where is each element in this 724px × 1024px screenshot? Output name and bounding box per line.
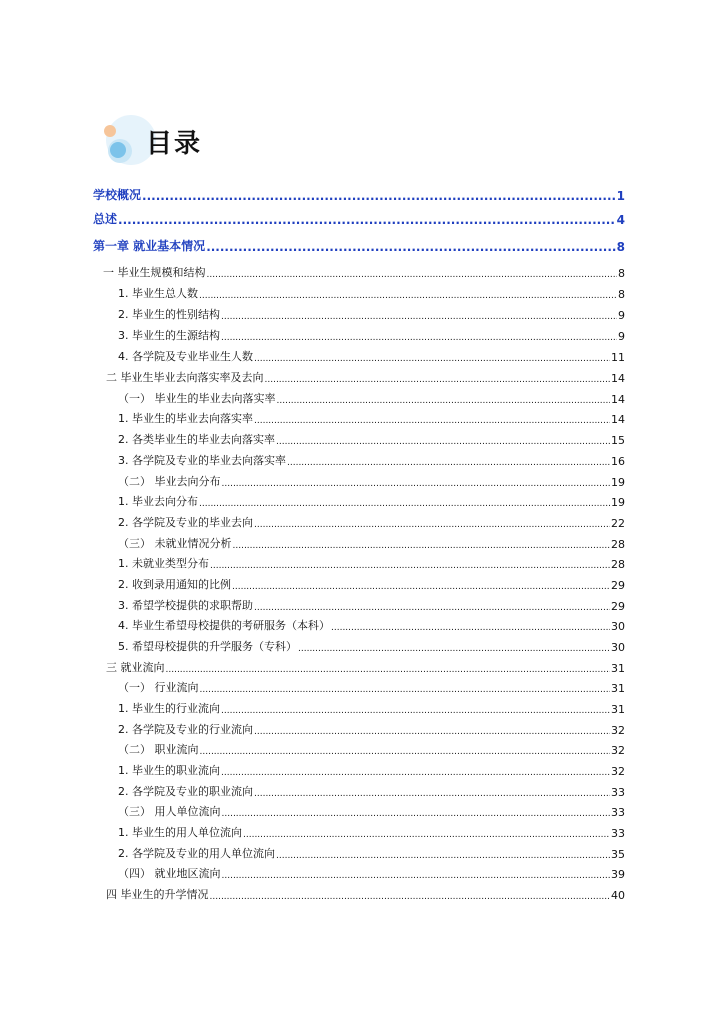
toc-entry[interactable] <box>118 410 625 426</box>
toc-leader-dots <box>276 851 610 861</box>
toc-entry[interactable] <box>118 679 625 695</box>
toc-leader-dots <box>254 727 610 737</box>
toc-entry[interactable] <box>118 617 625 633</box>
toc-entry[interactable] <box>118 576 625 592</box>
toc-entry[interactable] <box>118 555 625 571</box>
toc-entry-label: 总述 <box>93 212 118 226</box>
toc-entry-page-number: 29 <box>611 600 625 613</box>
toc-entry[interactable] <box>118 638 625 654</box>
toc-leader-dots <box>206 240 615 254</box>
toc-entry[interactable] <box>118 783 625 799</box>
toc-leader-dots <box>210 561 610 571</box>
toc-entry[interactable] <box>118 452 625 468</box>
toc-entry-page-number: 31 <box>611 703 625 716</box>
toc-entry-label: 第一章 就业基本情况 <box>93 239 206 253</box>
toc-entry[interactable] <box>106 886 625 902</box>
toc-entry[interactable] <box>118 824 625 840</box>
toc-entry[interactable] <box>118 348 625 364</box>
page-title: 目录 <box>146 129 203 159</box>
toc-entry-label: 四 毕业生的升学情况 <box>106 888 209 901</box>
toc-entry-page-number: 14 <box>611 413 625 426</box>
toc-entry-label: （四） 就业地区流向 <box>118 867 221 880</box>
toc-leader-dots <box>118 213 616 227</box>
toc-entry-label: （二） 毕业去向分布 <box>118 475 221 488</box>
toc-entry-page-number: 8 <box>618 267 625 280</box>
toc-entry-page-number: 30 <box>611 641 625 654</box>
toc-entry-label: 三 就业流向 <box>106 661 165 674</box>
toc-leader-dots <box>222 809 611 819</box>
toc-entry-label: 2. 各学院及专业的职业流向 <box>118 785 253 798</box>
toc-entry[interactable] <box>93 237 625 254</box>
toc-entry-label: 2. 毕业生的性别结构 <box>118 308 220 321</box>
toc-entry[interactable] <box>103 264 625 280</box>
toc-entry-label: 1. 毕业去向分布 <box>118 495 198 508</box>
toc-entry-label: 1. 未就业类型分布 <box>118 557 209 570</box>
toc-leader-dots <box>254 354 610 364</box>
toc-leader-dots <box>233 541 611 551</box>
toc-entry-page-number: 30 <box>611 620 625 633</box>
toc-entry[interactable] <box>118 741 625 757</box>
toc-entry[interactable] <box>118 493 625 509</box>
toc-entry[interactable] <box>118 327 625 343</box>
toc-entry-label: 3. 希望学校提供的求职帮助 <box>118 599 253 612</box>
toc-entry[interactable] <box>93 186 625 203</box>
toc-entry[interactable] <box>118 762 625 778</box>
toc-entry-label: 1. 毕业生的职业流向 <box>118 764 220 777</box>
toc-entry[interactable] <box>118 845 625 861</box>
toc-entry-page-number: 33 <box>611 786 625 799</box>
toc-entry[interactable] <box>118 514 625 530</box>
toc-entry-page-number: 11 <box>611 351 625 364</box>
toc-entry-label: （三） 未就业情况分析 <box>118 537 232 550</box>
toc-entry-page-number: 32 <box>611 744 625 757</box>
toc-leader-dots <box>265 375 611 385</box>
toc-leader-dots <box>254 603 610 613</box>
toc-entry-label: 2. 各学院及专业的用人单位流向 <box>118 847 275 860</box>
toc-entry-page-number: 19 <box>611 496 625 509</box>
toc-entry-page-number: 8 <box>618 288 625 301</box>
toc-entry[interactable] <box>118 285 625 301</box>
toc-entry[interactable] <box>118 390 625 406</box>
toc-leader-dots <box>199 291 617 301</box>
toc-entry-label: 2. 各类毕业生的毕业去向落实率 <box>118 433 275 446</box>
toc-entry[interactable] <box>118 431 625 447</box>
toc-entry-page-number: 15 <box>611 434 625 447</box>
toc-entry-page-number: 16 <box>611 455 625 468</box>
toc-entry[interactable] <box>106 659 625 675</box>
toc-entry-page-number: 32 <box>611 724 625 737</box>
toc-entry-page-number: 33 <box>611 827 625 840</box>
toc-leader-dots <box>166 665 611 675</box>
toc-entry-page-number: 19 <box>611 476 625 489</box>
toc-leader-dots <box>222 479 611 489</box>
toc-entry-page-number: 4 <box>616 213 625 227</box>
toc-entry[interactable] <box>118 721 625 737</box>
toc-leader-dots <box>243 830 610 840</box>
toc-entry-label: 一 毕业生规模和结构 <box>103 266 206 279</box>
toc-entry-label: （三） 用人单位流向 <box>118 805 221 818</box>
toc-entry-label: 2. 各学院及专业的毕业去向 <box>118 516 253 529</box>
toc-entry-page-number: 32 <box>611 765 625 778</box>
toc-entry-page-number: 31 <box>611 682 625 695</box>
toc-entry-label: （一） 毕业生的毕业去向落实率 <box>118 392 276 405</box>
toc-entry-page-number: 14 <box>611 393 625 406</box>
toc-entry-label: 学校概况 <box>93 188 142 202</box>
toc-leader-dots <box>222 871 611 881</box>
toc-entry-label: 2. 收到录用通知的比例 <box>118 578 231 591</box>
toc-leader-dots <box>254 520 610 530</box>
toc-entry-label: 1. 毕业生的用人单位流向 <box>118 826 242 839</box>
toc-entry-label: 二 毕业生毕业去向落实率及去向 <box>106 371 264 384</box>
toc-entry-label: 1. 毕业生总人数 <box>118 287 198 300</box>
toc-entry-page-number: 28 <box>611 558 625 571</box>
toc-entry[interactable] <box>118 535 625 551</box>
toc-entry-page-number: 35 <box>611 848 625 861</box>
toc-leader-dots <box>199 499 610 509</box>
toc-entry-label: 4. 毕业生希望母校提供的考研服务（本科） <box>118 619 330 632</box>
toc-entry[interactable] <box>118 306 625 322</box>
toc-leader-dots <box>221 312 617 322</box>
toc-leader-dots <box>221 768 610 778</box>
toc-entry-page-number: 29 <box>611 579 625 592</box>
toc-entry-page-number: 39 <box>611 868 625 881</box>
toc-leader-dots <box>254 416 610 426</box>
toc-entry[interactable] <box>93 210 625 227</box>
toc-entry-page-number: 9 <box>618 309 625 322</box>
toc-entry-label: 5. 希望母校提供的升学服务（专科） <box>118 640 297 653</box>
toc-leader-dots <box>221 706 610 716</box>
toc-entry[interactable] <box>106 369 625 385</box>
toc-entry[interactable] <box>118 473 625 489</box>
toc-leader-dots <box>232 582 610 592</box>
toc-leader-dots <box>276 437 610 447</box>
toc-entry-label: 3. 各学院及专业的毕业去向落实率 <box>118 454 286 467</box>
toc-leader-dots <box>142 189 616 203</box>
toc-entry-page-number: 1 <box>616 189 625 203</box>
toc-leader-dots <box>287 458 610 468</box>
toc-entry[interactable] <box>118 803 625 819</box>
toc-entry-label: 1. 毕业生的毕业去向落实率 <box>118 412 253 425</box>
toc-entry-page-number: 40 <box>611 889 625 902</box>
toc-entry[interactable] <box>118 865 625 881</box>
toc-leader-dots <box>254 789 610 799</box>
toc-entry-label: 1. 毕业生的行业流向 <box>118 702 220 715</box>
toc-entry-label: （一） 行业流向 <box>118 681 199 694</box>
toc-entry-label: 3. 毕业生的生源结构 <box>118 329 220 342</box>
toc-leader-dots <box>200 685 611 695</box>
toc-leader-dots <box>200 747 611 757</box>
toc-entry-page-number: 22 <box>611 517 625 530</box>
toc-entry-label: 4. 各学院及专业毕业生人数 <box>118 350 253 363</box>
toc-entry-label: （二） 职业流向 <box>118 743 199 756</box>
toc-leader-dots <box>210 892 611 902</box>
toc-leader-dots <box>207 270 618 280</box>
toc-entry-page-number: 28 <box>611 538 625 551</box>
toc-entry[interactable] <box>118 597 625 613</box>
toc-entry[interactable] <box>118 700 625 716</box>
toc-leader-dots <box>221 333 617 343</box>
toc-leader-dots <box>277 396 611 406</box>
toc-entry-page-number: 9 <box>618 330 625 343</box>
toc-entry-label: 2. 各学院及专业的行业流向 <box>118 723 253 736</box>
toc-entry-page-number: 14 <box>611 372 625 385</box>
toc-entry-page-number: 33 <box>611 806 625 819</box>
toc-entry-page-number: 8 <box>616 240 625 254</box>
toc-leader-dots <box>298 644 610 654</box>
toc-leader-dots <box>331 623 610 633</box>
toc-entry-page-number: 31 <box>611 662 625 675</box>
